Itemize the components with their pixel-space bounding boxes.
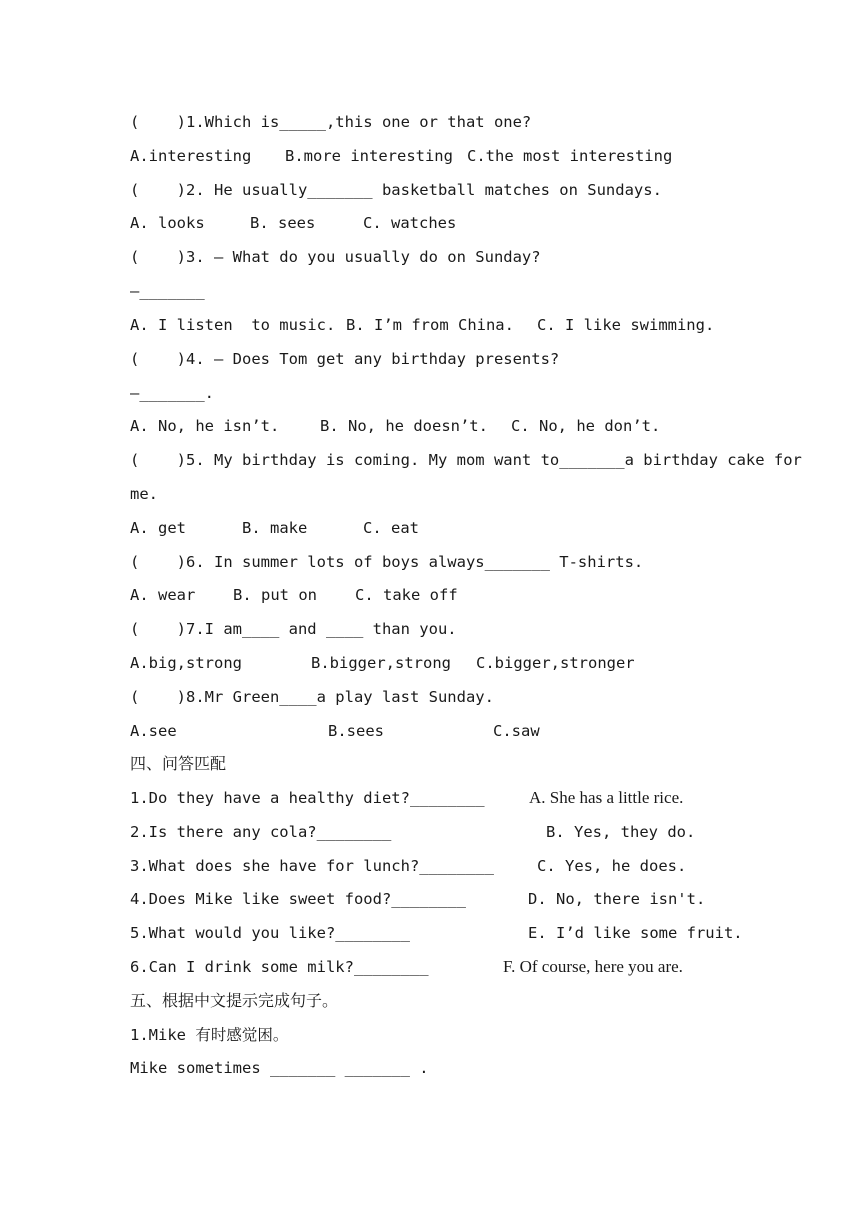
match-answer-b: B. Yes, they do.: [546, 823, 696, 841]
q2-option-a: A. looks: [130, 214, 205, 232]
q7-option-b: B.bigger,strong: [311, 654, 451, 672]
q6-option-a: A. wear: [130, 586, 196, 604]
question-3-answer-line: —_______: [130, 282, 205, 300]
match-answer-c: C. Yes, he does.: [537, 857, 687, 875]
q6-option-c: C. take off: [355, 586, 458, 604]
q5-option-a: A. get: [130, 519, 186, 537]
q4-option-c: C. No, he don’t.: [511, 417, 661, 435]
match-question-5: 5.What would you like?________: [130, 924, 410, 942]
q3-option-b: B. I’m from China.: [346, 316, 514, 334]
section-5-item-1-chinese: 1.Mike 有时感觉困。: [130, 1026, 289, 1044]
question-3-stem: ( )3. — What do you usually do on Sunday?: [130, 248, 541, 266]
question-5-stem-continued: me.: [130, 485, 158, 503]
q8-option-c: C.saw: [493, 722, 540, 740]
section-5-title: 五、根据中文提示完成句子。: [130, 991, 339, 1010]
question-6-stem: ( )6. In summer lots of boys always_______ T-shirts.: [130, 553, 644, 571]
q6-option-b: B. put on: [233, 586, 317, 604]
match-answer-f: F. Of course, here you are.: [503, 957, 683, 976]
q1-option-c: C.the most interesting: [467, 147, 673, 165]
q2-option-b: B. sees: [250, 214, 316, 232]
match-answer-a: A. She has a little rice.: [529, 788, 684, 807]
q7-option-c: C.bigger,stronger: [476, 654, 635, 672]
match-question-2: 2.Is there any cola?________: [130, 823, 392, 841]
q1-option-a: A.interesting: [130, 147, 252, 165]
q3-option-c: C. I like swimming.: [537, 316, 715, 334]
question-7-stem: ( )7.I am____ and ____ than you.: [130, 620, 457, 638]
q4-option-a: A. No, he isn’t.: [130, 417, 280, 435]
q3-option-a: A. I listen to music.: [130, 316, 336, 334]
question-1-stem: ( )1.Which is_____,this one or that one?: [130, 113, 532, 131]
match-answer-e: E. I’d like some fruit.: [528, 924, 743, 942]
question-4-answer-line: —_______.: [130, 384, 214, 402]
match-answer-d: D. No, there isn't.: [528, 890, 706, 908]
q8-option-b: B.sees: [328, 722, 384, 740]
question-8-stem: ( )8.Mr Green____a play last Sunday.: [130, 688, 494, 706]
question-5-stem: ( )5. My birthday is coming. My mom want to_______a birthday cake for: [130, 451, 802, 469]
section-5-item-1-english: Mike sometimes _______ _______ .: [130, 1059, 429, 1077]
q5-option-b: B. make: [242, 519, 308, 537]
match-question-4: 4.Does Mike like sweet food?________: [130, 890, 466, 908]
q8-option-a: A.see: [130, 722, 177, 740]
q2-option-c: C. watches: [363, 214, 457, 232]
q5-option-c: C. eat: [363, 519, 419, 537]
section-4-title: 四、问答匹配: [130, 754, 227, 773]
question-2-stem: ( )2. He usually_______ basketball matches on Sundays.: [130, 181, 662, 199]
q7-option-a: A.big,strong: [130, 654, 242, 672]
match-question-1: 1.Do they have a healthy diet?________: [130, 789, 485, 807]
match-question-6: 6.Can I drink some milk?________: [130, 958, 429, 976]
question-4-stem: ( )4. — Does Tom get any birthday presents?: [130, 350, 560, 368]
q1-option-b: B.more interesting: [285, 147, 453, 165]
q4-option-b: B. No, he doesn’t.: [320, 417, 488, 435]
match-question-3: 3.What does she have for lunch?________: [130, 857, 494, 875]
